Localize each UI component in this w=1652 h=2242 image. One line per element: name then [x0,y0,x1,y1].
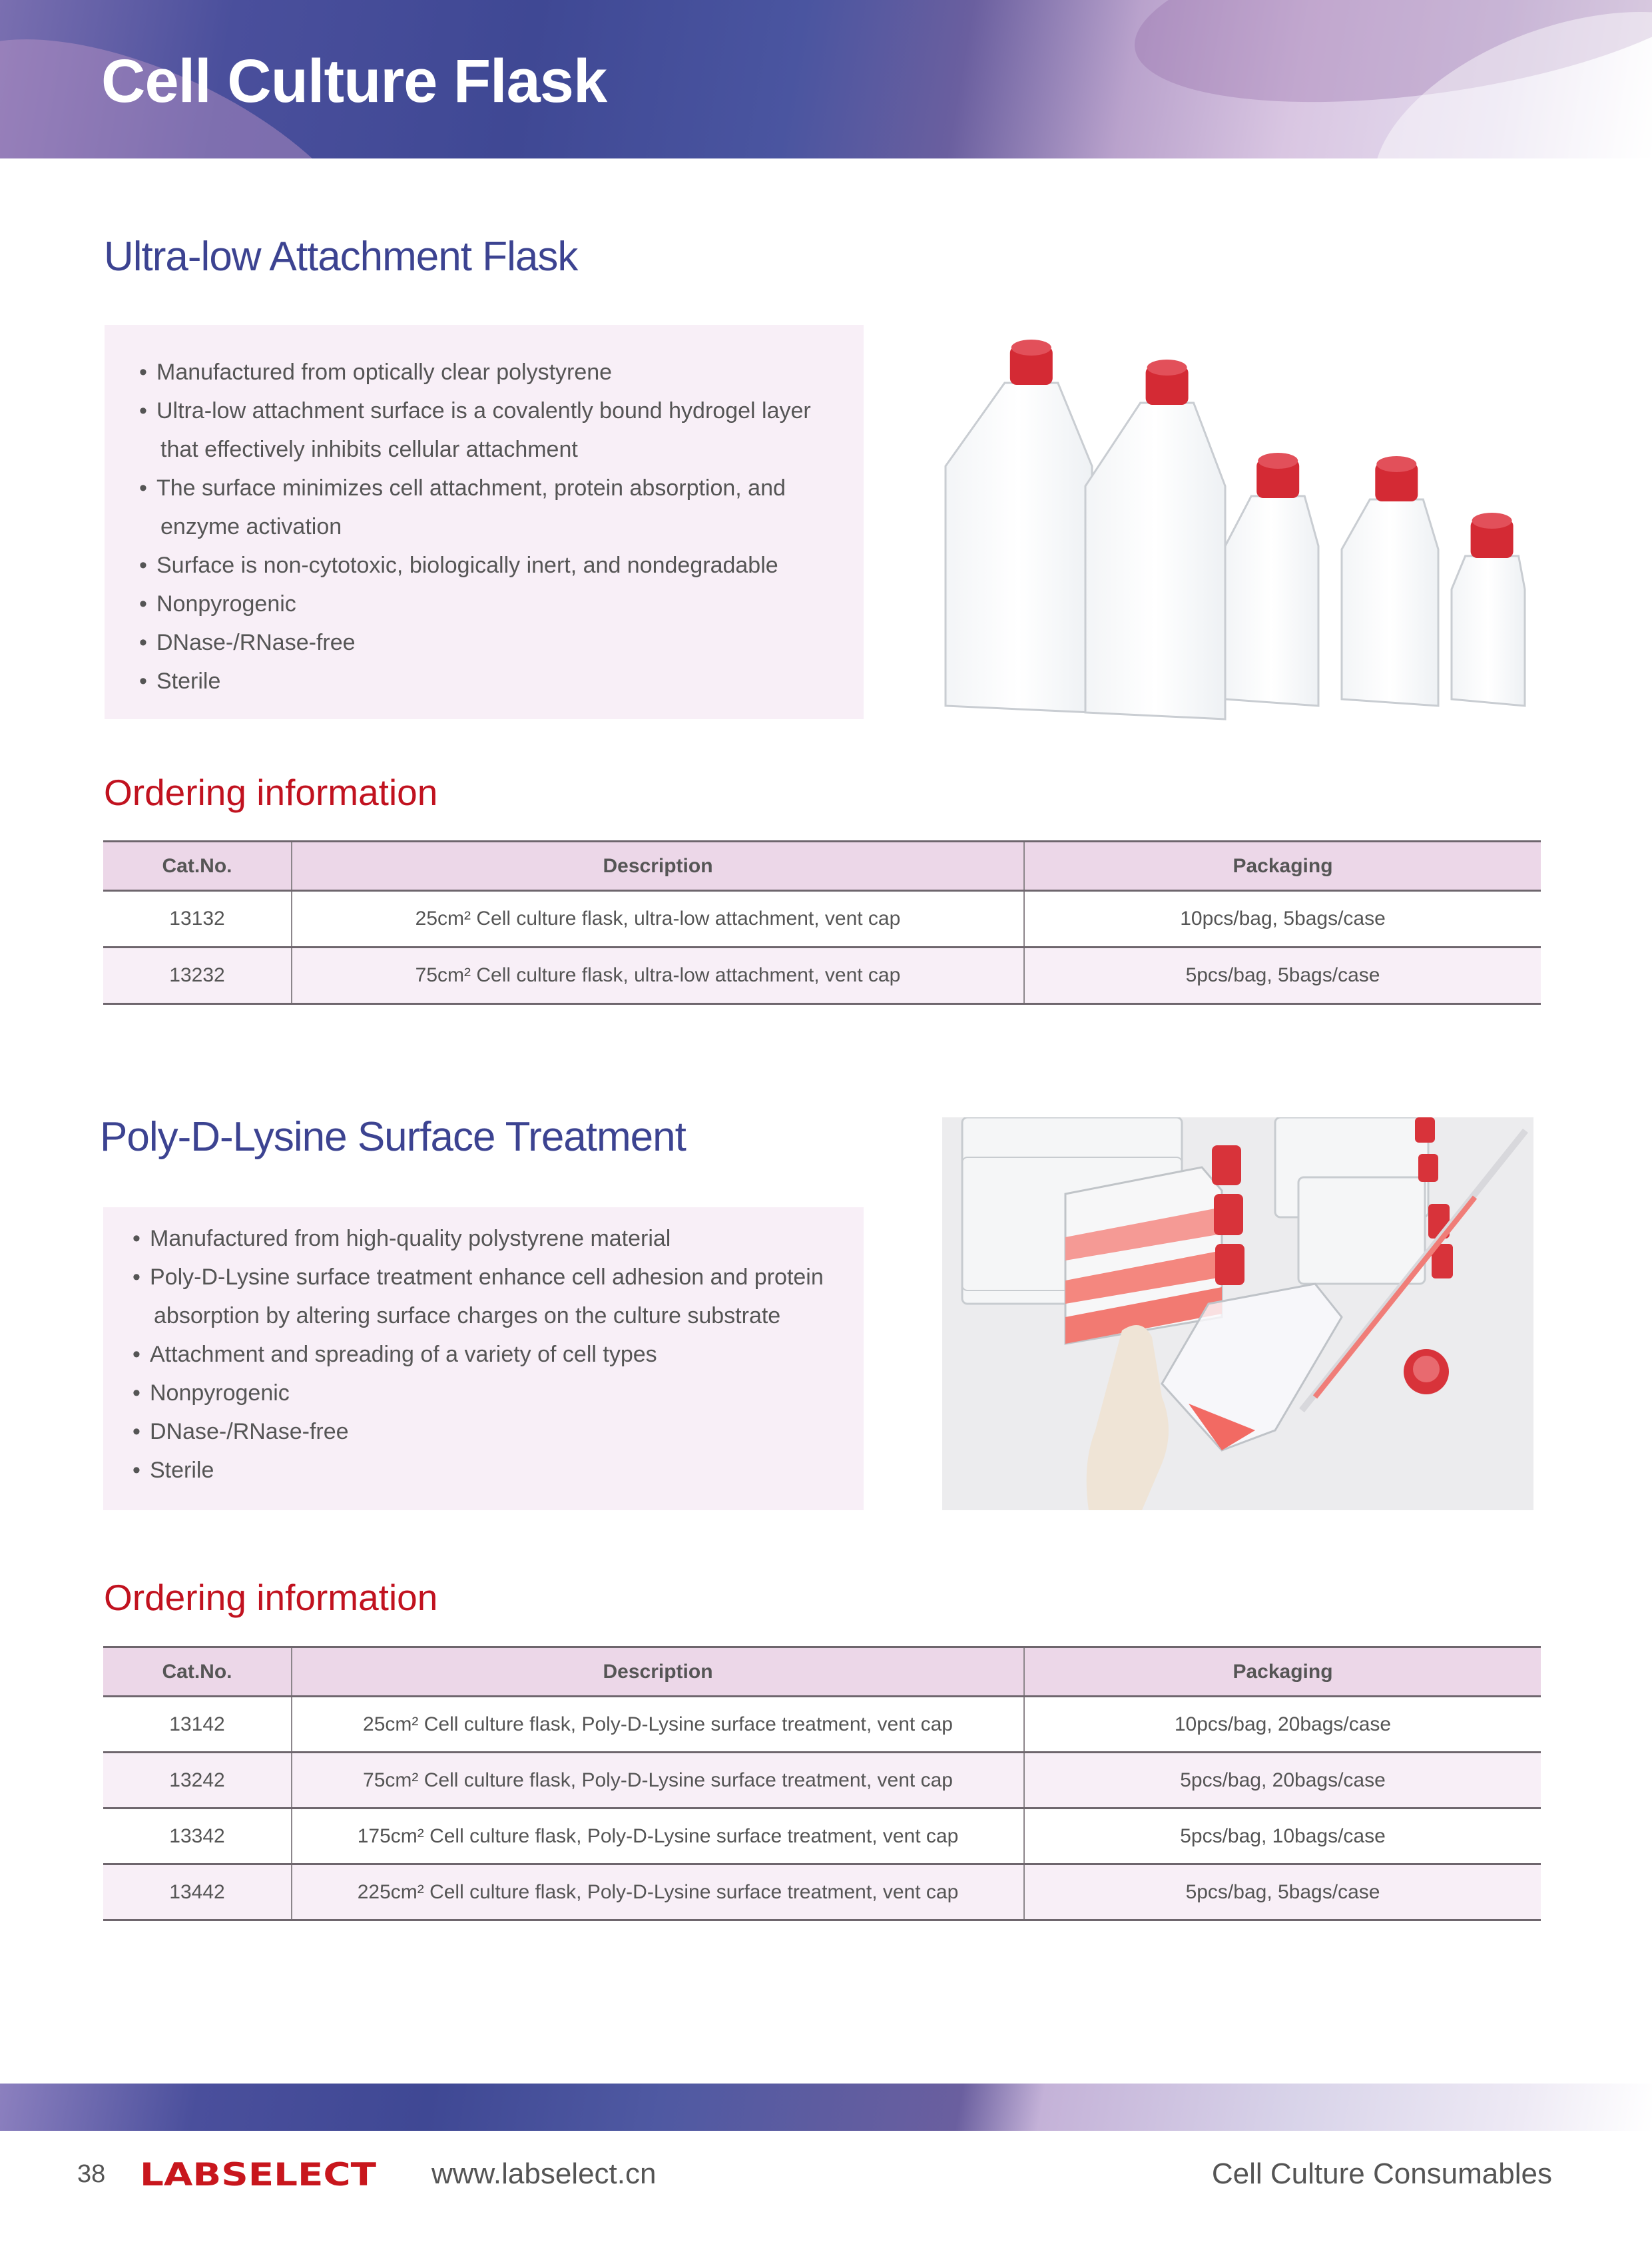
feature-box-poly-d-lysine [103,1207,864,1510]
feature-item [133,1374,852,1412]
feature-item [133,1219,852,1258]
website-url[interactable]: www.labselect.cn [431,2157,657,2190]
bullet-icon: • [139,360,147,385]
cell-desc: 75cm² Cell culture flask, Poly-D-Lysine surface treatment, vent cap [292,1753,1024,1809]
feature-item [139,623,845,662]
svg-text:LABSELECT: LABSELECT [140,2157,376,2191]
table-row [103,1864,1541,1920]
feature-text: Manufactured from optically clear polystyrene [156,360,613,385]
cell-cat: 13342 [103,1809,292,1864]
feature-item [139,469,845,546]
col-header-cat-no: Cat.No. [103,1647,292,1697]
bullet-icon: • [133,1458,140,1483]
page-number: 38 [77,2160,106,2188]
bullet-icon: • [139,630,147,655]
feature-text: Manufactured from high-quality polystyrene material [150,1226,671,1251]
section-title-poly-d-lysine: Poly-D-Lysine Surface Treatment [100,1114,686,1160]
col-header-packaging: Packaging [1024,1647,1541,1697]
cell-desc: 225cm² Cell culture flask, Poly-D-Lysine surface treatment, vent cap [292,1864,1024,1920]
feature-item [133,1258,852,1335]
feature-text: absorption by altering surface charges on the culture substrate [154,1303,781,1328]
cell-cat: 13132 [103,891,292,948]
feature-box-ultra-low [105,325,864,719]
cell-pack: 5pcs/bag, 5bags/case [1024,948,1541,1004]
flask-body [1225,496,1318,706]
flask-cap-top [1376,456,1416,472]
ordering-table-ultra-low [103,840,1541,1005]
feature-item [139,662,845,701]
flask-cap-top [1258,453,1298,469]
feature-text: that effectively inhibits cellular attachment [160,437,578,462]
flask-lineup-illustration [932,320,1551,726]
feature-item [139,353,845,392]
flask-cap-top [1147,360,1187,376]
logo-wordmark [140,2157,376,2191]
feature-text: The surface minimizes cell attachment, protein absorption, and [156,475,786,501]
bullet-icon: • [133,1264,140,1290]
cell-desc: 25cm² Cell culture flask, Poly-D-Lysine surface treatment, vent cap [292,1697,1024,1753]
labselect-logo [140,2157,376,2191]
cell-pack: 10pcs/bag, 20bags/case [1024,1697,1541,1753]
flask-body [1085,403,1225,719]
cell-pack: 5pcs/bag, 20bags/case [1024,1753,1541,1809]
product-photo-flasks-with-media [942,1117,1533,1510]
table-row [103,1809,1541,1864]
table-row [103,1697,1541,1753]
bullet-icon: • [139,669,147,694]
feature-item [133,1451,852,1490]
cell-desc: 25cm² Cell culture flask, ultra-low attachment, vent cap [292,891,1024,948]
col-header-description: Description [292,1647,1024,1697]
background-flask [1298,1177,1425,1284]
col-header-description: Description [292,842,1024,891]
flask-cap-top [1011,340,1051,356]
feature-text: DNase-/RNase-free [156,630,356,655]
feature-text: Poly-D-Lysine surface treatment enhance cell adhesion and protein [150,1264,824,1290]
feature-item [133,1412,852,1451]
feature-text: Nonpyrogenic [150,1380,290,1406]
feature-item [139,585,845,623]
ordering-title-2: Ordering information [104,1577,438,1618]
bullet-icon: • [133,1226,140,1251]
feature-text: Ultra-low attachment surface is a covalently bound hydrogel layer [156,398,811,423]
bullet-icon: • [139,475,147,501]
flask-handling-illustration [942,1117,1533,1510]
page-title: Cell Culture Flask [101,47,607,115]
feature-text: Nonpyrogenic [156,591,296,617]
flask-body [1452,556,1525,706]
footer-banner [0,2084,1652,2131]
bullet-icon: • [133,1380,140,1406]
ordering-title-1: Ordering information [104,772,438,813]
cell-cat: 13232 [103,948,292,1004]
ordering-table-poly-d-lysine [103,1646,1541,1921]
feature-text: Sterile [156,669,221,694]
cell-pack: 5pcs/bag, 10bags/case [1024,1809,1541,1864]
feature-item [139,392,845,469]
cell-desc: 175cm² Cell culture flask, Poly-D-Lysine surface treatment, vent cap [292,1809,1024,1864]
bullet-icon: • [133,1342,140,1367]
col-header-cat-no: Cat.No. [103,842,292,891]
flask-cap-top [1472,513,1512,529]
flask-group [946,340,1525,719]
cell-cat: 13442 [103,1864,292,1920]
bullet-icon: • [139,591,147,617]
feature-text: Surface is non-cytotoxic, biologically inert, and nondegradable [156,553,778,578]
feature-item [139,546,845,585]
product-image-flask-lineup [932,320,1551,726]
cell-cat: 13142 [103,1697,292,1753]
bullet-icon: • [133,1419,140,1444]
feature-text: Sterile [150,1458,214,1483]
table-row [103,891,1541,948]
col-header-packaging: Packaging [1024,842,1541,891]
bullet-icon: • [139,553,147,578]
feature-item [133,1335,852,1374]
table-row [103,1753,1541,1809]
feature-list [139,353,845,701]
cell-desc: 75cm² Cell culture flask, ultra-low attachment, vent cap [292,948,1024,1004]
cell-cat: 13242 [103,1753,292,1809]
cell-pack: 5pcs/bag, 5bags/case [1024,1864,1541,1920]
cell-pack: 10pcs/bag, 5bags/case [1024,891,1541,948]
feature-list [133,1219,852,1490]
feature-text: DNase-/RNase-free [150,1419,349,1444]
table-row [103,948,1541,1004]
flask-body [946,383,1092,712]
feature-text: enzyme activation [160,514,342,539]
flask-body [1342,499,1438,706]
section-title-ultra-low: Ultra-low Attachment Flask [104,234,578,280]
bullet-icon: • [139,398,147,423]
catalog-section-label: Cell Culture Consumables [1211,2157,1552,2190]
feature-text: Attachment and spreading of a variety of cell types [150,1342,657,1367]
